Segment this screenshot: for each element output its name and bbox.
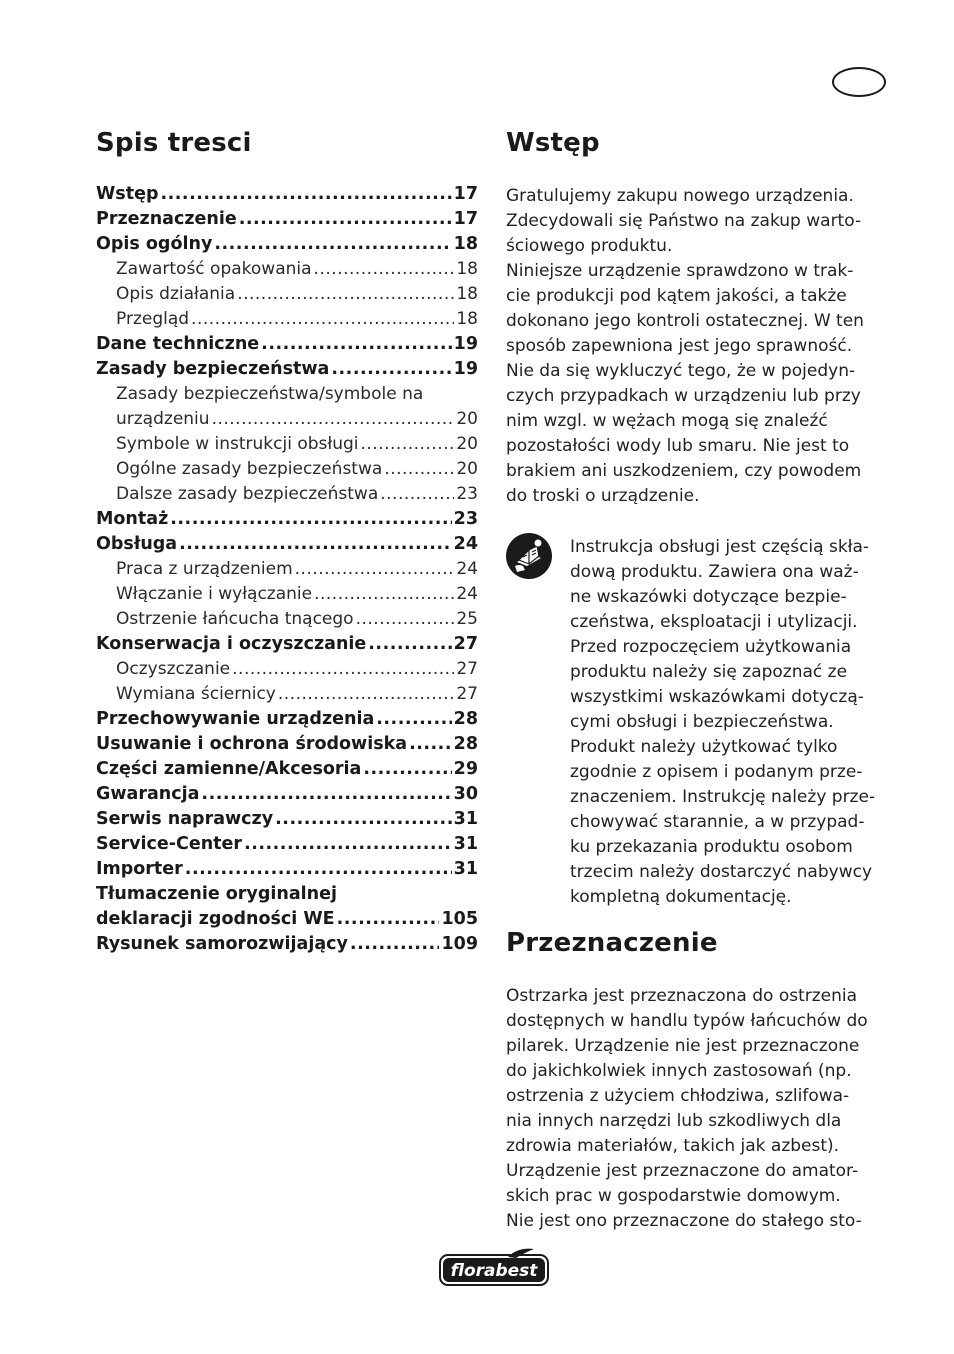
toc-entry-label: Tłumaczenie oryginalnej: [96, 884, 337, 904]
toc-leader-dots: [239, 207, 452, 232]
toc-entry: [96, 207, 478, 232]
toc-leader-dots: [363, 757, 451, 782]
toc-entry-label: Obsługa: [96, 534, 178, 554]
toc-page-number: 17: [453, 209, 478, 229]
toc-entry: [96, 282, 478, 307]
toc-leader-dots: [314, 582, 454, 607]
toc-page-number: 19: [453, 334, 478, 354]
toc-leader-dots: [278, 682, 455, 707]
text-line: ne wskazówki dotyczące bezpie-: [570, 587, 847, 607]
toc-entry-label: Montaż: [96, 509, 169, 529]
text-line: dową produktu. Zawiera ona waż-: [570, 562, 859, 582]
language-badge: [832, 67, 886, 97]
toc-entry-label: Usuwanie i ochrona środowiska: [96, 734, 408, 754]
toc-entry: [96, 682, 478, 707]
toc-page-number: 24: [453, 534, 478, 554]
toc-entry: [96, 882, 478, 907]
toc-entry: [96, 307, 478, 332]
toc-entry: [96, 782, 478, 807]
toc-entry: [96, 457, 478, 482]
toc-entry-label: Importer: [96, 859, 183, 879]
toc-entry-label: Opis ogólny: [96, 234, 213, 254]
toc-leader-dots: [179, 532, 452, 557]
intro-paragraph: [506, 184, 864, 509]
toc-leader-dots: [160, 182, 451, 207]
toc-page-number: 23: [453, 509, 478, 529]
toc-entry: [96, 507, 478, 532]
toc-page-number: 27: [456, 659, 478, 679]
toc-leader-dots: [201, 782, 451, 807]
text-line: zdrowia materiałów, takich jak azbest).: [506, 1136, 840, 1156]
text-line: ściowego produktu.: [506, 236, 673, 256]
toc-leader-dots: [368, 632, 451, 657]
toc-entry: [96, 432, 478, 457]
toc-entry: [96, 707, 478, 732]
text-line: Gratulujemy zakupu nowego urządzenia.: [506, 186, 854, 206]
purpose-heading: Przeznaczenie: [506, 928, 718, 958]
toc-leader-dots: [361, 432, 455, 457]
toc-entry-label: Symbole w instrukcji obsługi: [116, 434, 359, 454]
toc-page-number: 17: [453, 184, 478, 204]
toc-leader-dots: [376, 707, 451, 732]
text-line: Nie da się wykluczyć tego, że w pojedyn-: [506, 361, 856, 381]
text-line: kompletną dokumentację.: [570, 887, 792, 907]
toc-entry: [96, 182, 478, 207]
toc-page-number: 24: [456, 559, 478, 579]
toc-entry-label: Opis działania: [116, 284, 236, 304]
toc-leader-dots: [185, 857, 452, 882]
text-line: dokonano jego kontroli ostatecznej. W ten: [506, 311, 864, 331]
text-line: do troski o urządzenie.: [506, 486, 700, 506]
toc-entry: [96, 632, 478, 657]
toc-entry-label: Service-Center: [96, 834, 243, 854]
toc-entry-label: Ogólne zasady bezpieczeństwa: [116, 459, 383, 479]
text-line: nim wzgl. w wężach mogą się znaleźć: [506, 411, 828, 431]
text-line: Przed rozpoczęciem użytkowania: [570, 637, 852, 657]
toc-page-number: 23: [456, 484, 478, 504]
text-line: cie produkcji pod kątem jakości, a także: [506, 286, 847, 306]
logo-text: florabest: [450, 1261, 538, 1281]
toc-page-number: 18: [453, 234, 478, 254]
toc-leader-dots: [275, 807, 451, 832]
toc-entry-label: Dane techniczne: [96, 334, 260, 354]
toc-page-number: 27: [456, 684, 478, 704]
toc-page-number: 20: [456, 434, 478, 454]
toc-leader-dots: [261, 332, 451, 357]
toc-page-number: 18: [456, 284, 478, 304]
text-line: cymi obsługi i bezpieczeństwa.: [570, 712, 834, 732]
toc-entry: [96, 757, 478, 782]
text-line: Urządzenie jest przeznaczone do amator-: [506, 1161, 859, 1181]
text-line: dostępnych w handlu typów łańcuchów do: [506, 1011, 868, 1031]
text-line: produktu należy się zapoznać ze: [570, 662, 848, 682]
toc-leader-dots: [314, 257, 455, 282]
table-of-contents: [96, 182, 478, 957]
toc-entry-label: urządzeniu: [116, 409, 210, 429]
toc-entry: [96, 807, 478, 832]
read-manual-icon: [505, 532, 553, 580]
toc-entry-label: Konserwacja i oczyszczanie: [96, 634, 367, 654]
toc-title: Spis tresci: [96, 128, 252, 158]
toc-entry: [96, 582, 478, 607]
toc-entry: [96, 732, 478, 757]
toc-leader-dots: [212, 407, 455, 432]
toc-leader-dots: [237, 282, 454, 307]
toc-entry: [96, 332, 478, 357]
toc-page-number: 18: [456, 259, 478, 279]
toc-entry-label: Wymiana ściernicy: [116, 684, 276, 704]
toc-leader-dots: [191, 307, 454, 332]
toc-page-number: 105: [441, 909, 478, 929]
toc-page-number: 28: [453, 709, 478, 729]
toc-entry-label: Praca z urządzeniem: [116, 559, 293, 579]
text-line: Zdecydowali się Państwo na zakup warto-: [506, 211, 862, 231]
toc-entry: [96, 557, 478, 582]
text-line: skich prac w gospodarstwie domowym.: [506, 1186, 841, 1206]
toc-leader-dots: [350, 932, 440, 957]
manual-note-paragraph: [570, 535, 875, 910]
toc-entry: [96, 832, 478, 857]
toc-entry: [96, 857, 478, 882]
toc-page-number: 31: [453, 834, 478, 854]
toc-page-number: 20: [456, 409, 478, 429]
toc-entry: [96, 407, 478, 432]
toc-entry: [96, 257, 478, 282]
toc-entry-label: Części zamienne/Akcesoria: [96, 759, 362, 779]
toc-leader-dots: [409, 732, 452, 757]
toc-page-number: 20: [456, 459, 478, 479]
toc-leader-dots: [232, 657, 454, 682]
toc-entry-label: Ostrzenie łańcucha tnącego: [116, 609, 354, 629]
text-line: zgodnie z opisem i podanym prze-: [570, 762, 863, 782]
toc-leader-dots: [295, 557, 455, 582]
toc-leader-dots: [337, 907, 440, 932]
toc-entry-label: deklaracji zgodności WE: [96, 909, 335, 929]
toc-entry-label: Włączanie i wyłączanie: [116, 584, 313, 604]
text-line: Produkt należy użytkować tylko: [570, 737, 838, 757]
text-line: chowywać starannie, a w przypad-: [570, 812, 865, 832]
toc-page-number: 31: [453, 859, 478, 879]
text-line: pozostałości wody lub smaru. Nie jest to: [506, 436, 850, 456]
toc-leader-dots: [384, 457, 454, 482]
toc-leader-dots: [331, 357, 451, 382]
toc-page-number: 27: [453, 634, 478, 654]
toc-entry: [96, 382, 478, 407]
toc-leader-dots: [380, 482, 454, 507]
toc-entry: [96, 357, 478, 382]
toc-entry-label: Serwis naprawczy: [96, 809, 274, 829]
toc-entry-label: Zasady bezpieczeństwa/symbole na: [116, 384, 424, 404]
toc-entry-label: Oczyszczanie: [116, 659, 231, 679]
text-line: Ostrzarka jest przeznaczona do ostrzenia: [506, 986, 858, 1006]
toc-leader-dots: [170, 507, 451, 532]
toc-entry-label: Przechowywanie urządzenia: [96, 709, 375, 729]
toc-page-number: 19: [453, 359, 478, 379]
toc-page-number: 18: [456, 309, 478, 329]
toc-entry-label: Wstęp: [96, 184, 159, 204]
toc-page-number: 28: [453, 734, 478, 754]
text-line: znaczeniem. Instrukcję należy prze-: [570, 787, 876, 807]
toc-entry-label: Zasady bezpieczeństwa: [96, 359, 330, 379]
text-line: sposób zapewniona jest jego sprawność.: [506, 336, 853, 356]
toc-entry: [96, 532, 478, 557]
text-line: Nie jest ono przeznaczone do stałego sto-: [506, 1211, 862, 1231]
toc-entry: [96, 607, 478, 632]
purpose-paragraph: [506, 984, 868, 1234]
florabest-logo: [438, 1245, 550, 1289]
toc-leader-dots: [214, 232, 451, 257]
toc-leader-dots: [356, 607, 455, 632]
text-line: do jakichkolwiek innych zastosowań (np.: [506, 1061, 852, 1081]
toc-entry-label: Dalsze zasady bezpieczeństwa: [116, 484, 379, 504]
text-line: ku przekazania produktu osobom: [570, 837, 853, 857]
toc-page-number: 29: [453, 759, 478, 779]
toc-entry-label: Rysunek samorozwijający: [96, 934, 348, 954]
toc-entry: [96, 932, 478, 957]
text-line: czych przypadkach w urządzeniu lub przy: [506, 386, 861, 406]
text-line: czeństwa, eksploatacji i utylizacji.: [570, 612, 858, 632]
toc-page-number: 109: [441, 934, 478, 954]
toc-page-number: 31: [453, 809, 478, 829]
text-line: wszystkimi wskazówkami dotyczą-: [570, 687, 864, 707]
toc-page-number: 25: [456, 609, 478, 629]
text-line: trzecim należy dostarczyć nabywcy: [570, 862, 873, 882]
toc-entry: [96, 232, 478, 257]
toc-entry-label: Zawartość opakowania: [116, 259, 312, 279]
text-line: pilarek. Urządzenie nie jest przeznaczone: [506, 1036, 860, 1056]
toc-entry: [96, 907, 478, 932]
toc-entry-label: Gwarancja: [96, 784, 200, 804]
text-line: Instrukcja obsługi jest częścią skła-: [570, 537, 870, 557]
text-line: Niniejsze urządzenie sprawdzono w trak-: [506, 261, 854, 281]
toc-entry: [96, 657, 478, 682]
toc-entry: [96, 482, 478, 507]
text-line: brakiem ani uszkodzeniem, czy powodem: [506, 461, 862, 481]
intro-heading: Wstęp: [506, 128, 600, 158]
text-line: nia innych narzędzi lub szkodliwych dla: [506, 1111, 842, 1131]
toc-entry-label: Przeznaczenie: [96, 209, 237, 229]
toc-page-number: 24: [456, 584, 478, 604]
toc-page-number: 30: [453, 784, 478, 804]
toc-entry-label: Przegląd: [116, 309, 190, 329]
toc-leader-dots: [244, 832, 452, 857]
text-line: ostrzenia z użyciem chłodziwa, szlifowa-: [506, 1086, 850, 1106]
